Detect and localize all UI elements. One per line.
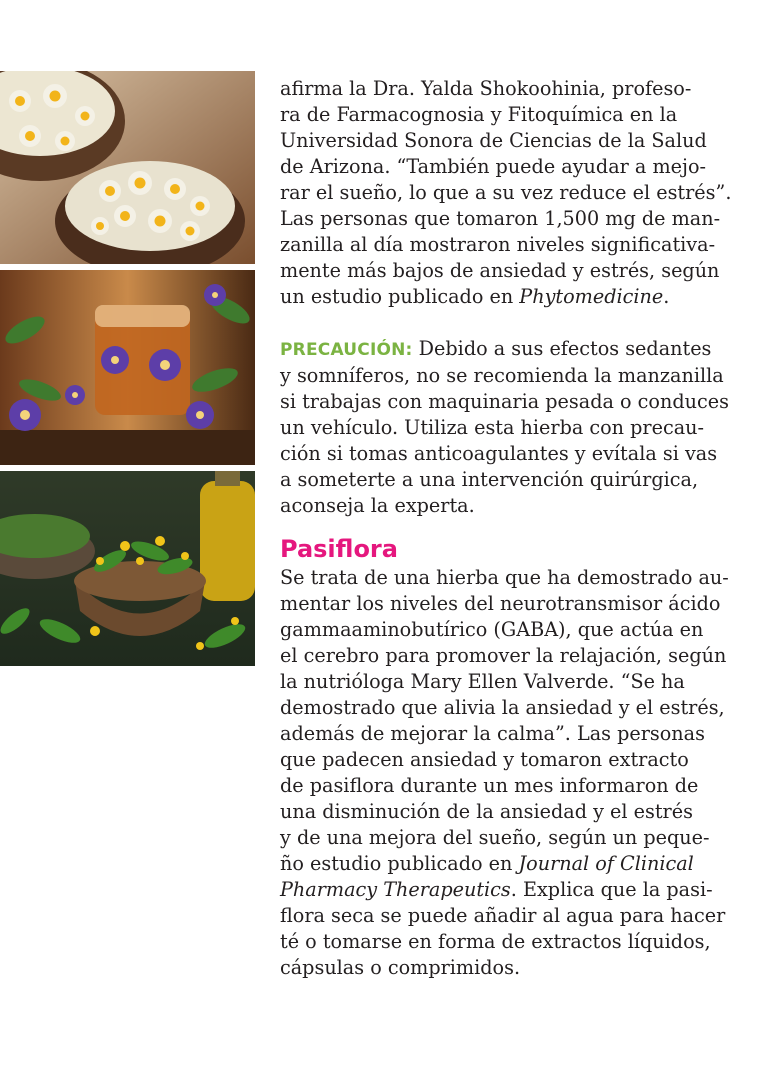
caution-paragraph (280, 336, 730, 519)
text-line: gammaaminobutírico (GABA), que actúa en (280, 618, 704, 641)
text-line: de pasiflora durante un mes informaron de (280, 774, 699, 797)
text-line (280, 877, 730, 903)
text-line: mentar los niveles del neurotransmisor ácido (280, 592, 721, 615)
chamomile-photo (0, 71, 255, 264)
journal-name: Journal of Clinical (518, 852, 694, 875)
text-line: Universidad Sonora de Ciencias de la Salud (280, 129, 707, 152)
text-line: un vehículo. Utiliza esta hierba con precau- (280, 416, 704, 439)
text-line: y somníferos, no se recomienda la manzanilla (280, 364, 724, 387)
intro-paragraph (280, 76, 730, 310)
journal-name: Pharmacy Therapeutics (280, 878, 511, 901)
text-line: cápsulas o comprimidos. (280, 956, 521, 979)
text-line: el cerebro para promover la relajación, según (280, 644, 727, 667)
text-line: de Arizona. “También puede ayudar a mejo- (280, 155, 706, 178)
text-line: aconseja la experta. (280, 494, 475, 517)
text-line: Las personas que tomaron 1,500 mg de man- (280, 207, 721, 230)
text-line: demostrado que alivia la ansiedad y el estrés, (280, 696, 725, 719)
herbs-mortar-photo (0, 471, 255, 666)
text-fragment: Debido a sus efectos sedantes (412, 337, 712, 360)
text-fragment: ño estudio publicado en (280, 852, 519, 875)
text-line: zanilla al día mostraron niveles significativa- (280, 233, 716, 256)
spacer (280, 519, 730, 535)
text-line: té o tomarse en forma de extractos líquidos, (280, 930, 711, 953)
text-fragment: . Explica que la pasi- (510, 878, 713, 901)
text-line (280, 284, 730, 310)
text-line: y de una mejora del sueño, según un peque- (280, 826, 710, 849)
text-line: a someterte a una intervención quirúrgica, (280, 468, 699, 491)
text-line: ción si tomas anticoagulantes y evítala si vas (280, 442, 718, 465)
text-line (280, 851, 730, 877)
journal-name: Phytomedicine (519, 285, 664, 308)
passionflower-tea-photo (0, 270, 255, 465)
text-line: flora seca se puede añadir al agua para hacer (280, 904, 726, 927)
text-line: afirma la Dra. Yalda Shokoohinia, profeso- (280, 77, 692, 100)
spacer (280, 310, 730, 336)
text-line: si trabajas con maquinaria pesada o conduces (280, 390, 729, 413)
text-fragment: . (663, 285, 670, 308)
article-column (280, 76, 730, 981)
text-line (280, 336, 730, 363)
pasiflora-paragraph (280, 565, 730, 981)
text-line: mente más bajos de ansiedad y estrés, según (280, 259, 720, 282)
text-line: además de mejorar la calma”. Las personas (280, 722, 705, 745)
caution-label: PRECAUCIÓN: (280, 340, 413, 360)
section-heading: Pasiflora (280, 535, 398, 563)
text-line: Se trata de una hierba que ha demostrado au- (280, 566, 729, 589)
text-line: que padecen ansiedad y tomaron extracto (280, 748, 689, 771)
text-line: ra de Farmacognosia y Fitoquímica en la (280, 103, 678, 126)
text-line: la nutrióloga Mary Ellen Valverde. “Se ha (280, 670, 685, 693)
text-fragment: un estudio publicado en (280, 285, 520, 308)
text-line: una disminución de la ansiedad y el estrés (280, 800, 693, 823)
text-line: rar el sueño, lo que a su vez reduce el estrés”. (280, 181, 732, 204)
